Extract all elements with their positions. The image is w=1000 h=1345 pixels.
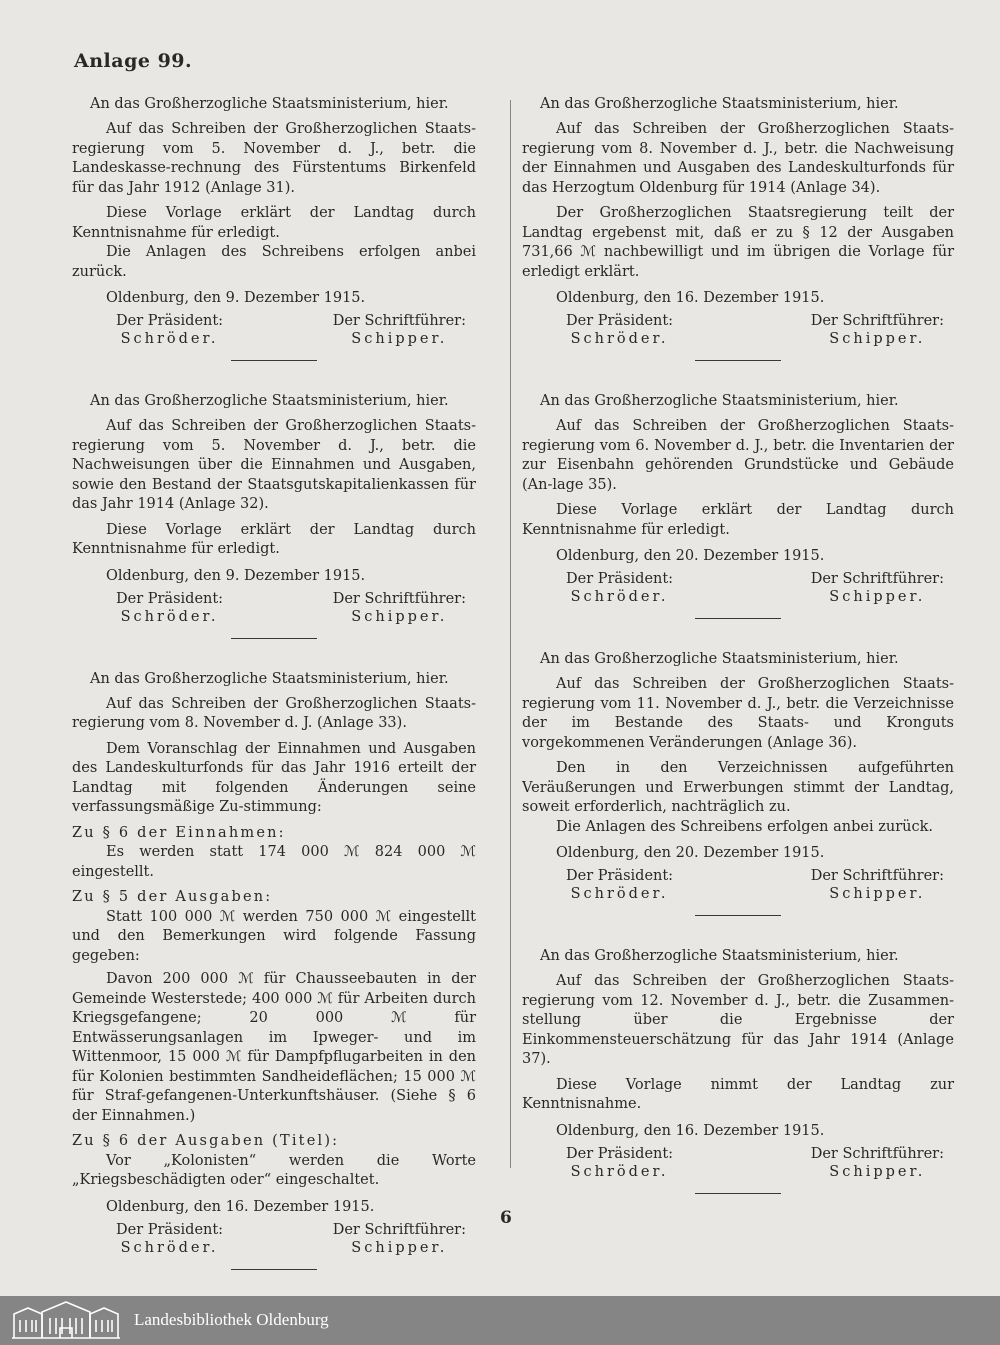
dateline: Oldenburg, den 20. Dezember 1915. (556, 845, 825, 861)
resolution-left-1 (72, 94, 476, 361)
paragraph: Die Anlagen des Schreibens erfolgen anbei zurück. (556, 818, 933, 835)
paragraph: Auf das Schreiben der Großherzoglichen Staats-regierung vom 8. November d. J., betr. die Nachweisung der Einnahmen und Ausgaben des Landeskulturfonds für das Herzogtum Oldenburg für 1914 (Anlage 34). (522, 121, 954, 196)
address-line: An das Großherzogliche Staatsministerium, hier. (540, 948, 899, 964)
signature-secretary (811, 312, 944, 348)
signature-name: Schröder. (120, 331, 219, 347)
signature-label: Der Schriftführer: (332, 1221, 466, 1238)
paragraph: Auf das Schreiben der Großherzoglichen Staats-regierung vom 6. November d. J., betr. die Inventarien der zur Eisenbahn gehörenden Grundstücke und Gebäude (An-lage 35). (522, 418, 954, 493)
column-divider (510, 100, 511, 1168)
signature-name: Schipper. (829, 886, 926, 902)
dateline: Oldenburg, den 16. Dezember 1915. (106, 1198, 375, 1215)
dateline: Oldenburg, den 9. Dezember 1915. (106, 290, 366, 306)
paragraph: Statt 100 000 ℳ werden 750 000 ℳ eingestellt und den Bemerkungen wird folgende Fassung gegeben: (72, 908, 476, 964)
resolution-right-4 (522, 946, 954, 1194)
resolution-left-2 (72, 391, 476, 639)
signature-label: Der Schriftführer: (332, 590, 466, 607)
signature-secretary (333, 1221, 466, 1257)
paragraph: Davon 200 000 ℳ für Chausseebauten in der Gemeinde Westerstede; 400 000 ℳ für Arbeiten durch Kriegsgefangene; 20 000 ℳ für Entwässerungsanlagen im Ipweger- und im Wittenmoor, 15 000 ℳ für Dampfpflugarbeiten in den für Kolonien bestimmten Sandheideflächen; 15 000 ℳ für Straf-gefangenen-Unterkunftshäuser. (Siehe § 6 der Einnahmen.) (72, 971, 476, 1124)
signature-label: Der Präsident: (116, 1221, 224, 1238)
signature-president (116, 312, 223, 348)
signature-president (566, 570, 673, 606)
signature-label: Der Schriftführer: (332, 313, 466, 329)
address-line: An das Großherzogliche Staatsministerium, hier. (90, 393, 449, 409)
signature-block (72, 590, 476, 626)
signature-name: Schröder. (120, 1239, 219, 1256)
dateline: Oldenburg, den 9. Dezember 1915. (106, 567, 366, 584)
signature-name: Schröder. (120, 608, 219, 625)
paragraph: Auf das Schreiben der Großherzoglichen Staats-regierung vom 5. November d. J., betr. die Nachweisungen über die Einnahmen und Ausgaben, sowie den Bestand der Staatsgutskapitalienkassen für das Jahr 1914 (Anlage 32). (72, 418, 476, 512)
signature-secretary (811, 1145, 944, 1181)
paragraph: Diese Vorlage erklärt der Landtag durch Kenntnisnahme für erledigt. (522, 502, 954, 538)
library-footer-bar (0, 1296, 1000, 1345)
section-heading: Zu § 6 der Ausgaben (Titel): (72, 1133, 340, 1149)
signature-president (116, 1221, 223, 1257)
paragraph: Diese Vorlage nimmt der Landtag zur Kenntnisnahme. (522, 1076, 954, 1112)
address-line: An das Großherzogliche Staatsministerium, hier. (90, 670, 449, 687)
left-column (72, 94, 476, 1270)
paragraph: Diese Vorlage erklärt der Landtag durch Kenntnisnahme für erledigt. (72, 521, 476, 557)
resolution-right-2 (522, 391, 954, 619)
signature-label: Der Schriftführer: (810, 313, 944, 329)
section-divider (695, 915, 781, 916)
signature-label: Der Präsident: (566, 868, 674, 884)
signature-block (522, 1145, 954, 1181)
paragraph: Die Anlagen des Schreibens erfolgen anbei zurück. (72, 244, 476, 280)
right-column (522, 94, 954, 1194)
section-divider (695, 1193, 781, 1194)
signature-name: Schröder. (570, 886, 669, 902)
signature-secretary (333, 312, 466, 348)
paragraph: Es werden statt 174 000 ℳ 824 000 ℳ eingestellt. (72, 844, 476, 880)
library-building-logo-icon (10, 1300, 122, 1340)
paragraph: Der Großherzoglichen Staatsregierung teilt der Landtag ergebenst mit, daß er zu § 12 der Ausgaben 731,66 ℳ nachbewilligt und im übrigen die Vorlage für erledigt erklärt. (522, 205, 954, 280)
signature-block (522, 312, 954, 348)
signature-label: Der Präsident: (566, 571, 674, 587)
signature-block (522, 570, 954, 606)
signature-name: Schipper. (351, 608, 448, 625)
dateline: Oldenburg, den 16. Dezember 1915. (556, 1122, 825, 1139)
resolution-right-1 (522, 94, 954, 361)
section-heading: Zu § 5 der Ausgaben: (72, 889, 273, 905)
signature-name: Schipper. (829, 589, 926, 605)
page-title: Anlage 99. (74, 50, 193, 72)
library-name: Landesbibliothek Oldenburg (134, 1310, 329, 1329)
signature-block (72, 1221, 476, 1257)
signature-secretary (333, 590, 466, 626)
paragraph: Auf das Schreiben der Großherzoglichen Staats-regierung vom 11. November d. J., betr. die Verzeichnisse der im Bestande des Staats- und Kronguts vorgekommenen Veränderungen (Anlage 36). (522, 676, 954, 751)
paragraph: Auf das Schreiben der Großherzoglichen Staats-regierung vom 8. November d. J. (Anlage 33). (72, 695, 476, 731)
signature-label: Der Schriftführer: (810, 868, 944, 884)
signature-label: Der Präsident: (116, 590, 224, 607)
dateline: Oldenburg, den 16. Dezember 1915. (556, 290, 825, 306)
paragraph: Den in den Verzeichnissen aufgeführten Veräußerungen und Erwerbungen stimmt der Landtag, soweit erforderlich, nachträglich zu. (522, 760, 954, 815)
resolution-right-3 (522, 649, 954, 916)
section-heading: Zu § 6 der Einnahmen: (72, 824, 286, 841)
signature-president (566, 312, 673, 348)
address-line: An das Großherzogliche Staatsministerium, hier. (540, 651, 899, 667)
section-divider (231, 1269, 317, 1270)
signature-label: Der Schriftführer: (810, 1145, 944, 1162)
signature-block (522, 867, 954, 903)
signature-president (566, 867, 673, 903)
signature-label: Der Präsident: (566, 1145, 674, 1162)
page-number: 6 (500, 1208, 512, 1228)
section-divider (695, 360, 781, 361)
signature-president (566, 1145, 673, 1181)
paragraph: Diese Vorlage erklärt der Landtag durch Kenntnisnahme für erledigt. (72, 205, 476, 241)
section-divider (231, 360, 317, 361)
signature-name: Schipper. (829, 1163, 926, 1180)
signature-secretary (811, 570, 944, 606)
resolution-left-3 (72, 669, 476, 1270)
signature-label: Der Schriftführer: (810, 571, 944, 587)
signature-label: Der Präsident: (566, 313, 674, 329)
address-line: An das Großherzogliche Staatsministerium, hier. (540, 393, 899, 409)
section-divider (231, 638, 317, 639)
address-line: An das Großherzogliche Staatsministerium, hier. (540, 96, 899, 112)
signature-label: Der Präsident: (116, 313, 224, 329)
signature-name: Schipper. (829, 331, 926, 347)
address-line: An das Großherzogliche Staatsministerium, hier. (90, 96, 449, 112)
signature-president (116, 590, 223, 626)
signature-name: Schipper. (351, 1239, 448, 1256)
signature-block (72, 312, 476, 348)
signature-secretary (811, 867, 944, 903)
signature-name: Schröder. (570, 589, 669, 605)
paragraph: Auf das Schreiben der Großherzoglichen Staats-regierung vom 12. November d. J., betr. die Zusammen-stellung über die Ergebnisse der Einkommensteuerschätzung für das Jahr 1914 (Anlage 37). (522, 973, 954, 1067)
signature-name: Schröder. (570, 1163, 669, 1180)
paragraph: Vor „Kolonisten“ werden die Worte „Kriegsbeschädigten oder“ eingeschaltet. (72, 1152, 476, 1188)
dateline: Oldenburg, den 20. Dezember 1915. (556, 548, 825, 564)
paragraph: Auf das Schreiben der Großherzoglichen Staats-regierung vom 5. November d. J., betr. die Landeskasse-rechnung des Fürstentums Birkenfeld für das Jahr 1912 (Anlage 31). (72, 121, 476, 196)
signature-name: Schröder. (570, 331, 669, 347)
section-divider (695, 618, 781, 619)
signature-name: Schipper. (351, 331, 448, 347)
paragraph: Dem Voranschlag der Einnahmen und Ausgaben des Landeskulturfonds für das Jahr 1916 erteilt der Landtag mit folgenden Änderungen seine verfassungsmäßige Zu-stimmung: (72, 740, 476, 815)
